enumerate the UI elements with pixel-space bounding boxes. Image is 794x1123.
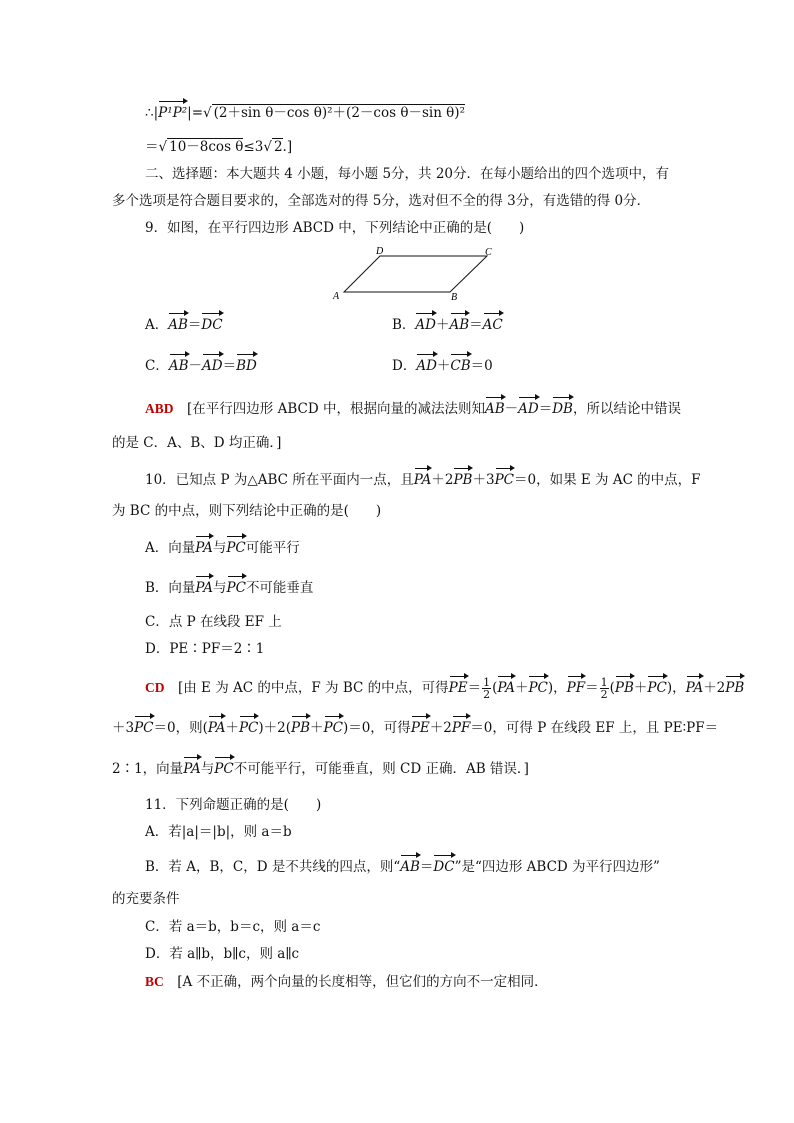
- vertex-label-a: A: [333, 291, 340, 302]
- vector: PA: [497, 680, 515, 696]
- vector: PC: [238, 720, 259, 736]
- text: [在平行四边形 ABCD 中，根据向量的减法法则知: [173, 401, 485, 417]
- question-10-explanation-2: [112, 719, 718, 737]
- text: ，所以结论中错误: [572, 401, 681, 417]
- question-11-option-a: A．若|a|＝|b|，则 a＝b: [145, 824, 292, 840]
- text: D．: [392, 358, 417, 374]
- vector: PC: [226, 540, 246, 556]
- text: －: [188, 358, 203, 374]
- derivation-line-2: ＝√ 10－8cos θ≤3√ 2.]: [145, 139, 293, 155]
- vector: PC: [528, 680, 548, 696]
- question-9-option-d: [392, 357, 493, 375]
- answer-key: CD: [145, 680, 165, 695]
- text: 与: [213, 580, 227, 596]
- text: ＝0: [470, 358, 493, 374]
- question-11-option-c: C．若 a＝b，b＝c，则 a＝c: [145, 919, 321, 935]
- derivation-line-1: ∴|P¹P²|=√ (2＋sin θ－cos θ)²＋(2－cos θ－sin θ)²: [145, 105, 465, 121]
- question-9-option-a: [145, 316, 223, 334]
- vector: PC: [214, 761, 234, 777]
- question-11-option-d: D．若 a∥b，b∥c，则 a∥c: [145, 946, 300, 962]
- text: 2∶1，向量: [112, 761, 184, 777]
- question-11-option-b: [145, 858, 660, 876]
- vector: AD: [518, 401, 539, 417]
- vector: AD: [416, 358, 437, 374]
- text: B．若 A，B，C，D 是不共线的四点，则“: [145, 859, 401, 875]
- text: ＝0，如果 E 为 AC 的中点，F: [514, 472, 701, 488]
- vertex-label-b: B: [451, 292, 458, 303]
- vector: PA: [413, 472, 432, 488]
- text: ＋: [225, 720, 239, 736]
- vector: PA: [195, 580, 214, 596]
- vertex-label-c: C: [485, 247, 492, 258]
- text: ＋2: [429, 720, 452, 736]
- vector: DB: [552, 401, 573, 417]
- text: ＝0，可得 P 在线段 EF 上，且 PE∶PF＝: [470, 720, 719, 736]
- question-10-stem-1: [145, 471, 701, 489]
- question-9-explanation-2: 的是 C．A、B、D 均正确．]: [112, 435, 282, 451]
- parallelogram-figure: [330, 244, 500, 304]
- text: 不可能平行，可能垂直，则 CD 正确．AB 错误．]: [233, 761, 529, 777]
- text: ＝: [585, 680, 599, 696]
- text: [A 不正确，两个向量的长度相等，但它们的方向不一定相同．: [163, 974, 548, 990]
- vector: AB: [400, 859, 420, 875]
- vector: PC: [494, 472, 514, 488]
- text: ＝: [467, 680, 482, 696]
- text: [由 E 为 AC 的中点，F 为 BC 的中点，可得: [164, 680, 449, 696]
- vector: PC: [226, 580, 246, 596]
- vector: PB: [725, 680, 745, 696]
- question-10-option-a: [145, 539, 300, 557]
- vector: AD: [415, 317, 436, 333]
- text: ∴|: [145, 105, 159, 121]
- vector: PA: [685, 680, 704, 696]
- answer-key: ABD: [145, 401, 174, 416]
- parallelogram-shape: [344, 256, 487, 292]
- question-9-stem: 9．如图，在平行四边形 ABCD 中，下列结论中正确的是( ): [145, 220, 525, 236]
- fraction-half: [482, 677, 491, 700]
- question-11-option-b-cont: 的充要条件: [112, 891, 180, 907]
- vector: PF: [451, 720, 471, 736]
- vector: PA: [183, 761, 201, 777]
- text: (: [492, 680, 498, 696]
- vector: CB: [450, 358, 471, 374]
- text: )，: [666, 680, 686, 696]
- vector: PF: [566, 680, 586, 696]
- question-9-option-c: [145, 357, 257, 375]
- text: ＋: [436, 358, 451, 374]
- vector: AB: [484, 401, 505, 417]
- text: (: [609, 680, 615, 696]
- sqrt-content: (2＋sin θ－cos θ)²＋(2－cos θ－sin θ)²: [213, 105, 465, 121]
- vector: DC: [201, 317, 223, 333]
- vector: PC: [647, 680, 667, 696]
- text: ≤3: [243, 139, 264, 155]
- vector: AB: [449, 317, 470, 333]
- text: 与: [212, 540, 227, 556]
- text: －: [504, 401, 519, 417]
- text: ＋3: [112, 720, 135, 736]
- text: ＋2: [431, 472, 454, 488]
- numerator: 1: [600, 676, 608, 689]
- numerator: 1: [483, 676, 491, 689]
- text: 不可能垂直: [245, 580, 314, 596]
- question-10-option-b: [145, 579, 313, 597]
- denominator: 2: [600, 688, 608, 701]
- text: 10．已知点 P 为△ABC 所在平面内一点，且: [145, 472, 414, 488]
- text: )＋2(: [258, 720, 292, 736]
- text: C．: [145, 358, 169, 374]
- vector: PE: [410, 720, 430, 736]
- vector: PC: [323, 720, 343, 736]
- text: ＝: [419, 859, 434, 875]
- text: ＋: [436, 317, 450, 333]
- question-11-stem: 11．下列命题正确的是( ): [145, 797, 322, 813]
- vector: PE: [448, 680, 468, 696]
- fraction-half: [600, 677, 609, 700]
- denominator: 2: [483, 688, 491, 701]
- text: ＋: [310, 720, 324, 736]
- text: B．向量: [145, 580, 196, 596]
- sqrt-content: 10－8cos θ: [169, 139, 244, 155]
- text: ＝: [187, 317, 202, 333]
- question-11-answer-line: [145, 973, 548, 991]
- text: ＋: [633, 680, 648, 696]
- text: .]: [282, 139, 293, 155]
- text: B．: [392, 317, 416, 333]
- vector: PB: [291, 720, 311, 736]
- question-10-answer-line: [145, 677, 744, 700]
- text: ＝: [469, 317, 483, 333]
- vector: AC: [482, 317, 503, 333]
- text: ＝0，则(: [153, 720, 208, 736]
- section-intro-line-2: 多个选项是符合题目要求的，全部选对的得 5分，选对但不全的得 3分，有选错的得 0分．: [112, 193, 651, 209]
- sqrt-content: 2: [273, 139, 283, 155]
- vector: DC: [433, 859, 455, 875]
- question-9-answer-line: [145, 400, 681, 418]
- text: A．向量: [145, 540, 196, 556]
- text: ＝: [145, 139, 159, 155]
- vector: PC: [134, 720, 154, 736]
- vector: PB: [453, 472, 473, 488]
- text: ＋2: [703, 680, 726, 696]
- text: )＝0，可得: [342, 720, 411, 736]
- question-9-option-b: [392, 316, 503, 334]
- vector: AB: [168, 358, 189, 374]
- vertex-label-d: D: [376, 246, 384, 257]
- question-10-explanation-3: [112, 760, 529, 778]
- section-intro-line-1: 二、选择题：本大题共 4 小题，每小题 5分，共 20分．在每小题给出的四个选项中，有: [145, 166, 670, 182]
- question-10-option-c: C．点 P 在线段 EF 上: [145, 614, 282, 630]
- vector: PA: [195, 540, 213, 556]
- vector: AB: [168, 317, 188, 333]
- vector: PA: [207, 720, 226, 736]
- vector: BD: [236, 358, 257, 374]
- text: A．: [145, 317, 169, 333]
- vector: AD: [202, 358, 223, 374]
- question-10-stem-2: 为 BC 的中点，则下列结论中正确的是( ): [112, 503, 382, 519]
- text: ”是“四边形 ABCD 为平行四边形”: [454, 859, 660, 875]
- text: 可能平行: [245, 540, 300, 556]
- text: |=: [187, 105, 204, 121]
- vector: P¹P²: [158, 105, 188, 121]
- text: ＝: [222, 358, 237, 374]
- text: ＋3: [472, 472, 495, 488]
- text: 与: [200, 761, 215, 777]
- text: )，: [547, 680, 567, 696]
- text: ＋: [514, 680, 529, 696]
- answer-key: BC: [145, 974, 164, 989]
- question-10-option-d: D．PE∶PF＝2∶1: [145, 641, 265, 657]
- vector: PB: [614, 680, 634, 696]
- text: ＝: [538, 401, 553, 417]
